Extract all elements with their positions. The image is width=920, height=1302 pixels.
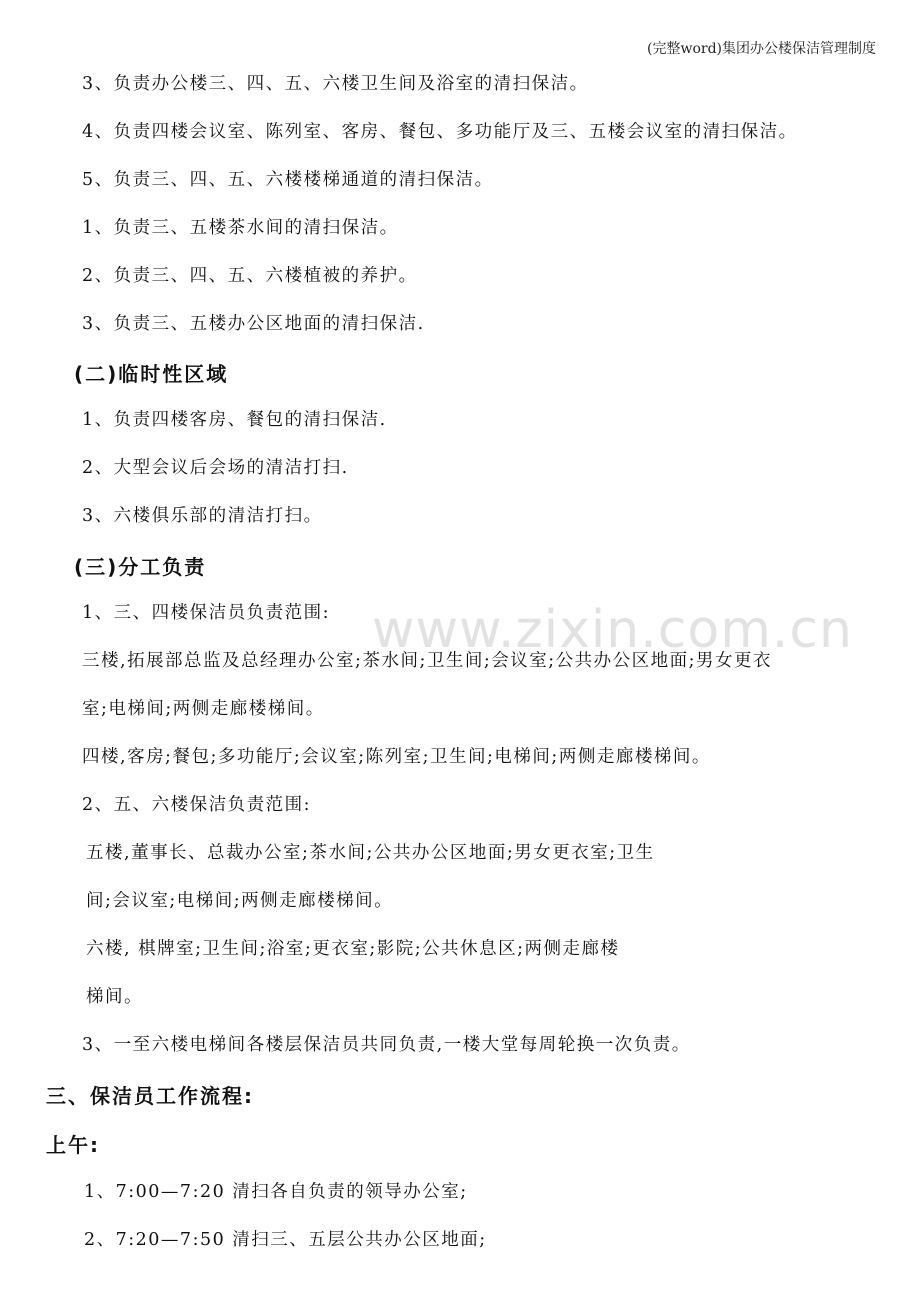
list-item: 2、五、六楼保洁负责范围: bbox=[82, 795, 312, 815]
section-heading: (三)分工负责 bbox=[74, 555, 207, 579]
watermark: www.zixin.com.cn bbox=[372, 600, 853, 660]
list-item: 间;会议室;电梯间;两侧走廊楼梯间。 bbox=[86, 891, 394, 911]
list-item: 梯间。 bbox=[86, 987, 143, 1007]
list-item: 六楼, 棋牌室;卫生间;浴室;更衣室;影院;公共休息区;两侧走廊楼 bbox=[86, 939, 620, 959]
list-item: 4、负责四楼会议室、陈列室、客房、餐包、多功能厅及三、五楼会议室的清扫保洁。 bbox=[82, 122, 798, 142]
list-item: 1、三、四楼保洁员负责范围: bbox=[82, 603, 331, 623]
list-item: 5、负责三、四、五、六楼楼梯通道的清扫保洁。 bbox=[82, 170, 494, 190]
list-item: 四楼,客房;餐包;多功能厅;会议室;陈列室;卫生间;电梯间;两侧走廊楼梯间。 bbox=[82, 747, 711, 767]
list-item: 3、六楼俱乐部的清洁打扫。 bbox=[82, 506, 323, 526]
list-item: 2、负责三、四、五、六楼植被的养护。 bbox=[82, 266, 418, 286]
section-heading: 上午: bbox=[46, 1133, 100, 1157]
list-item: 2、大型会议后会场的清洁打扫. bbox=[82, 458, 349, 478]
list-item: 1、7:00—7:20 清扫各自负责的领导办公室; bbox=[84, 1182, 468, 1202]
list-item: 3、一至六楼电梯间各楼层保洁员共同负责,一楼大堂每周轮换一次负责。 bbox=[82, 1035, 691, 1055]
list-item: 室;电梯间;两侧走廊楼梯间。 bbox=[82, 699, 325, 719]
list-item: 1、负责三、五楼茶水间的清扫保洁。 bbox=[82, 218, 399, 238]
list-item: 1、负责四楼客房、餐包的清扫保洁. bbox=[82, 410, 387, 430]
list-item: 2、7:20—7:50 清扫三、五层公共办公区地面; bbox=[84, 1230, 487, 1250]
list-item: 3、负责三、五楼办公区地面的清扫保洁. bbox=[82, 314, 425, 334]
list-item: 五楼,董事长、总裁办公室;茶水间;公共办公区地面;男女更衣室;卫生 bbox=[86, 843, 655, 863]
section-heading: 三、保洁员工作流程: bbox=[46, 1084, 254, 1108]
list-item: 3、负责办公楼三、四、五、六楼卫生间及浴室的清扫保洁。 bbox=[82, 74, 589, 94]
list-item: 三楼,拓展部总监及总经理办公室;茶水间;卫生间;会议室;公共办公区地面;男女更衣 bbox=[82, 651, 773, 671]
section-heading: (二)临时性区域 bbox=[74, 362, 229, 386]
page-header: (完整word)集团办公楼保洁管理制度 bbox=[647, 41, 876, 57]
